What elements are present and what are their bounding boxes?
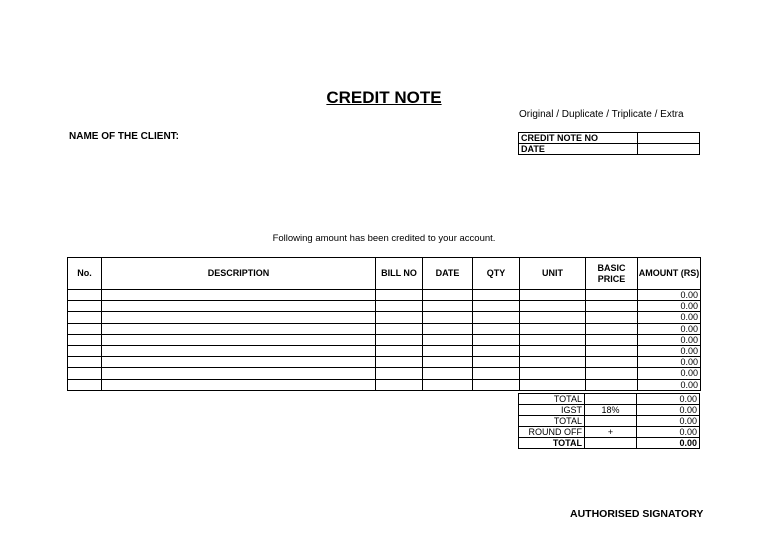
summary-row	[519, 438, 700, 449]
summary-row	[519, 427, 700, 438]
table-cell[interactable]	[376, 345, 423, 356]
summary-rate	[585, 416, 637, 427]
table-cell[interactable]	[473, 368, 520, 379]
amount-cell[interactable]: 0.00	[638, 323, 701, 334]
table-row	[68, 301, 701, 312]
amount-cell[interactable]: 0.00	[638, 334, 701, 345]
table-cell[interactable]	[520, 357, 586, 368]
authorised-signatory-label: AUTHORISED SIGNATORY	[570, 508, 704, 520]
column-header-amount: AMOUNT (RS)	[638, 258, 701, 290]
table-row	[68, 312, 701, 323]
table-cell[interactable]	[473, 334, 520, 345]
table-row	[68, 368, 701, 379]
table-cell[interactable]	[520, 379, 586, 390]
table-cell[interactable]	[520, 368, 586, 379]
credit-note-no-label: CREDIT NOTE NO	[519, 133, 638, 144]
table-cell[interactable]	[376, 312, 423, 323]
date-label: DATE	[519, 144, 638, 155]
table-cell[interactable]	[423, 290, 473, 301]
amount-cell[interactable]: 0.00	[638, 345, 701, 356]
table-cell[interactable]	[586, 357, 638, 368]
table-cell[interactable]	[102, 312, 376, 323]
copy-type-text: Original / Duplicate / Triplicate / Extra	[519, 109, 684, 120]
amount-cell[interactable]: 0.00	[638, 312, 701, 323]
summary-row	[519, 394, 700, 405]
table-cell[interactable]	[376, 379, 423, 390]
table-cell[interactable]	[68, 290, 102, 301]
table-cell[interactable]	[586, 301, 638, 312]
table-cell[interactable]	[520, 334, 586, 345]
summary-value: 0.00	[637, 427, 700, 438]
amount-cell[interactable]: 0.00	[638, 357, 701, 368]
table-cell[interactable]	[586, 312, 638, 323]
table-cell[interactable]	[473, 323, 520, 334]
column-header-description: DESCRIPTION	[102, 258, 376, 290]
date-field[interactable]	[638, 144, 700, 155]
table-cell[interactable]	[68, 345, 102, 356]
table-cell[interactable]	[102, 368, 376, 379]
table-cell[interactable]	[102, 323, 376, 334]
summary-row	[519, 405, 700, 416]
items-table	[67, 257, 701, 391]
table-row	[68, 357, 701, 368]
table-row	[68, 345, 701, 356]
summary-table	[518, 393, 700, 449]
table-cell[interactable]	[520, 312, 586, 323]
table-cell[interactable]	[473, 379, 520, 390]
table-cell[interactable]	[520, 345, 586, 356]
table-cell[interactable]	[68, 301, 102, 312]
table-cell[interactable]	[68, 312, 102, 323]
column-header-no: No.	[68, 258, 102, 290]
table-cell[interactable]	[423, 312, 473, 323]
table-row	[68, 323, 701, 334]
client-name-label: NAME OF THE CLIENT:	[69, 131, 179, 142]
credit-note-info-box	[518, 132, 700, 155]
summary-value: 0.00	[637, 394, 700, 405]
summary-label: TOTAL	[519, 416, 585, 427]
table-cell[interactable]	[423, 368, 473, 379]
table-cell[interactable]	[68, 334, 102, 345]
table-cell[interactable]	[376, 334, 423, 345]
table-cell[interactable]	[520, 290, 586, 301]
table-row	[68, 334, 701, 345]
amount-cell[interactable]: 0.00	[638, 301, 701, 312]
table-cell[interactable]	[423, 379, 473, 390]
document-title: CREDIT NOTE	[326, 88, 442, 107]
summary-value: 0.00	[637, 438, 700, 449]
summary-row	[519, 416, 700, 427]
table-cell[interactable]	[68, 323, 102, 334]
table-cell[interactable]	[586, 290, 638, 301]
summary-rate: 18%	[585, 405, 637, 416]
summary-label: TOTAL	[519, 394, 585, 405]
summary-label: TOTAL	[519, 438, 585, 449]
table-cell[interactable]	[473, 301, 520, 312]
column-header-basic-price: BASIC PRICE	[586, 258, 638, 290]
table-cell[interactable]	[423, 357, 473, 368]
table-cell[interactable]	[376, 368, 423, 379]
table-cell[interactable]	[473, 290, 520, 301]
table-cell[interactable]	[473, 312, 520, 323]
credit-notice-text: Following amount has been credited to your account.	[272, 233, 496, 244]
amount-cell[interactable]: 0.00	[638, 368, 701, 379]
amount-cell[interactable]: 0.00	[638, 379, 701, 390]
table-cell[interactable]	[102, 301, 376, 312]
table-cell[interactable]	[586, 368, 638, 379]
summary-rate	[585, 394, 637, 405]
summary-label: IGST	[519, 405, 585, 416]
table-cell[interactable]	[423, 323, 473, 334]
summary-value: 0.00	[637, 416, 700, 427]
table-cell[interactable]	[102, 357, 376, 368]
summary-rate	[585, 438, 637, 449]
table-cell[interactable]	[586, 323, 638, 334]
table-cell[interactable]	[68, 357, 102, 368]
table-cell[interactable]	[376, 301, 423, 312]
summary-rate: +	[585, 427, 637, 438]
table-cell[interactable]	[586, 334, 638, 345]
column-header-date: DATE	[423, 258, 473, 290]
table-cell[interactable]	[520, 301, 586, 312]
table-cell[interactable]	[376, 323, 423, 334]
table-cell[interactable]	[473, 357, 520, 368]
table-cell[interactable]	[102, 290, 376, 301]
table-cell[interactable]	[376, 290, 423, 301]
table-cell[interactable]	[586, 345, 638, 356]
table-cell[interactable]	[102, 379, 376, 390]
credit-note-no-field[interactable]	[638, 133, 700, 144]
table-cell[interactable]	[102, 334, 376, 345]
summary-label: ROUND OFF	[519, 427, 585, 438]
amount-cell[interactable]: 0.00	[638, 290, 701, 301]
table-cell[interactable]	[376, 357, 423, 368]
table-row	[68, 290, 701, 301]
table-cell[interactable]	[473, 345, 520, 356]
table-cell[interactable]	[423, 334, 473, 345]
table-cell[interactable]	[423, 345, 473, 356]
column-header-unit: UNIT	[520, 258, 586, 290]
table-cell[interactable]	[520, 323, 586, 334]
table-cell[interactable]	[586, 379, 638, 390]
table-cell[interactable]	[68, 368, 102, 379]
summary-value: 0.00	[637, 405, 700, 416]
table-cell[interactable]	[102, 345, 376, 356]
table-row	[68, 379, 701, 390]
table-cell[interactable]	[68, 379, 102, 390]
column-header-bill-no: BILL NO	[376, 258, 423, 290]
column-header-qty: QTY	[473, 258, 520, 290]
table-cell[interactable]	[423, 301, 473, 312]
